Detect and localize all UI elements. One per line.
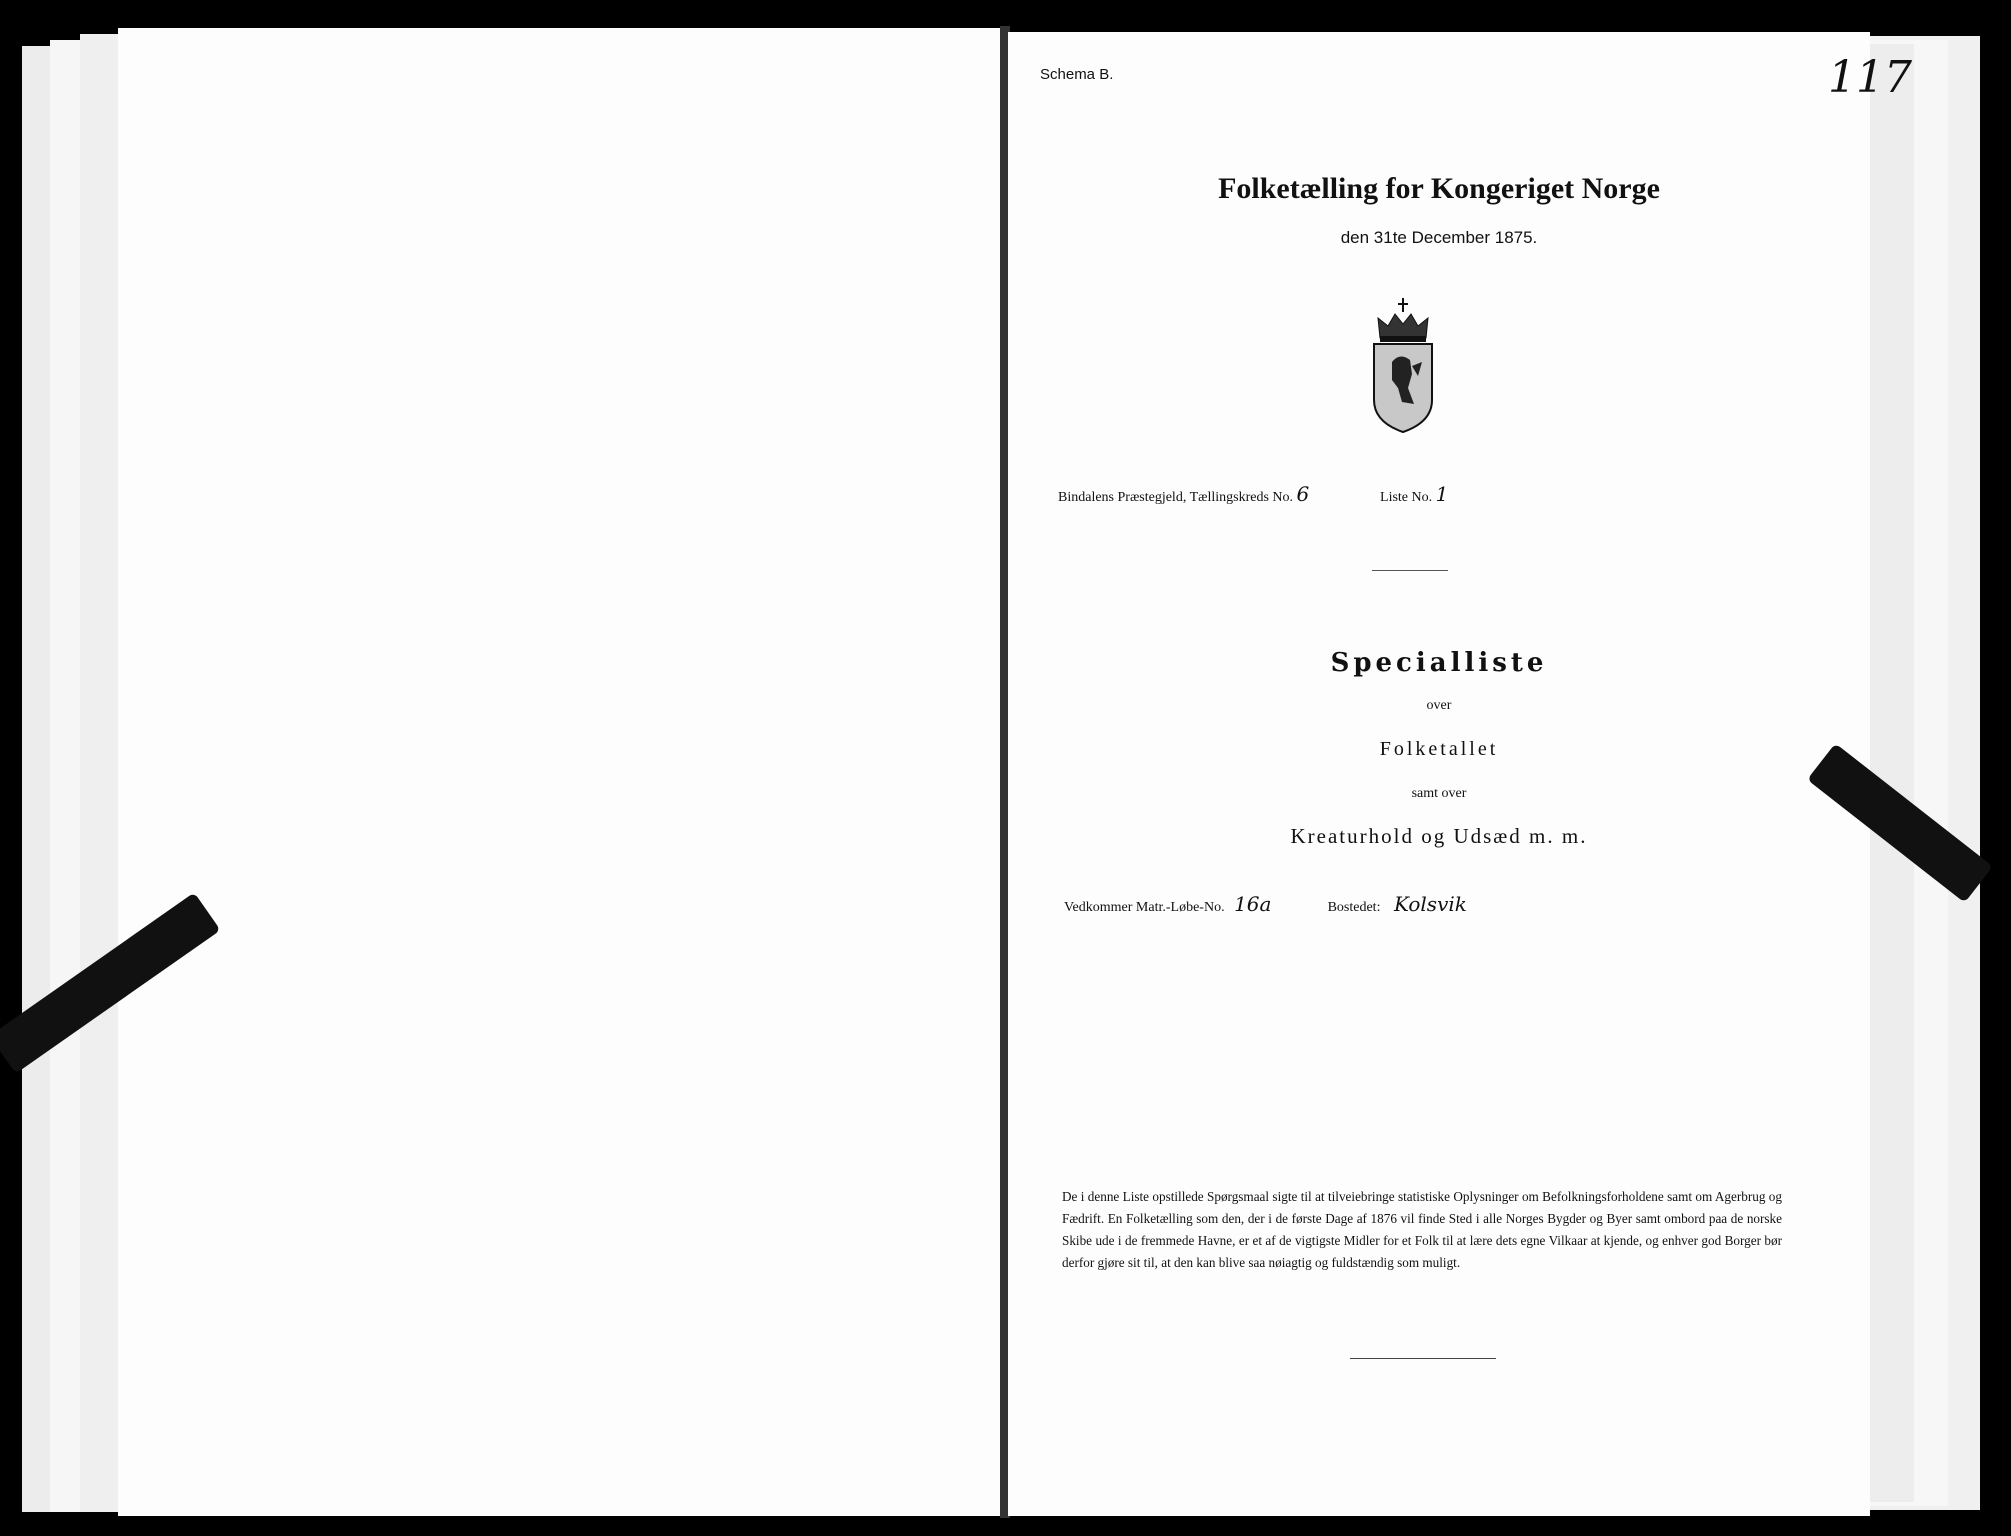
divider — [1372, 570, 1448, 571]
list-title: Specialliste — [1330, 648, 1548, 678]
list-label: Liste No. — [1380, 490, 1433, 505]
list-number: 1 — [1435, 482, 1449, 506]
parish-label: Bindalens Præstegjeld, — [1058, 490, 1187, 505]
subject-heading: Folketallet — [1379, 738, 1499, 760]
divider — [1350, 1358, 1496, 1359]
intro-paragraph: De i denne Liste opstillede Spørgsmaal sigte til at tilveiebringe statistiske Oplysninger om Befolkningsforholdene samt om Agerbrug og Fædrift. En Folketælling som den, der i de første Dage af 1876 vil finde Sted i alle Norges Bygder og Byer samt ombord paa de norske Skibe ude i de fremmede Havne, er et af de vigtigste Midler for et Folk til at lære dets egne Vilkaar at kjende, og enhver god Borger bør derfor gjøre sit til, at den kan blive saa nøiagtig og fuldstændig som muligt. — [1062, 1189, 1782, 1270]
page-edges-left — [80, 34, 120, 1512]
left-page-blank — [118, 28, 1002, 1516]
livestock-heading: Kreaturhold og Udsæd m. m. — [1290, 824, 1588, 848]
bosted-value: Kolsvik — [1393, 892, 1467, 916]
district-line — [1058, 482, 1448, 506]
over-label: over — [1426, 698, 1452, 713]
matr-number: 16a — [1234, 892, 1272, 916]
coat-of-arms-icon — [1368, 296, 1438, 436]
right-page — [1008, 32, 1870, 1516]
district-label: Tællingskreds No. — [1189, 490, 1294, 505]
schema-label: Schema B. — [1040, 66, 1114, 83]
samt-over-label: samt over — [1411, 786, 1467, 801]
bosted-label: Bostedet: — [1327, 900, 1381, 915]
folio-number: 117 — [1828, 52, 1912, 103]
district-number: 6 — [1296, 482, 1310, 506]
matr-label: Vedkommer Matr.-Løbe-No. — [1064, 900, 1225, 915]
page-edges-right — [1868, 44, 1914, 1502]
page-title: Folketælling for Kongeriget Norge — [1218, 172, 1660, 205]
property-line — [1064, 892, 1467, 916]
census-date: den 31te December 1875. — [1340, 228, 1538, 247]
